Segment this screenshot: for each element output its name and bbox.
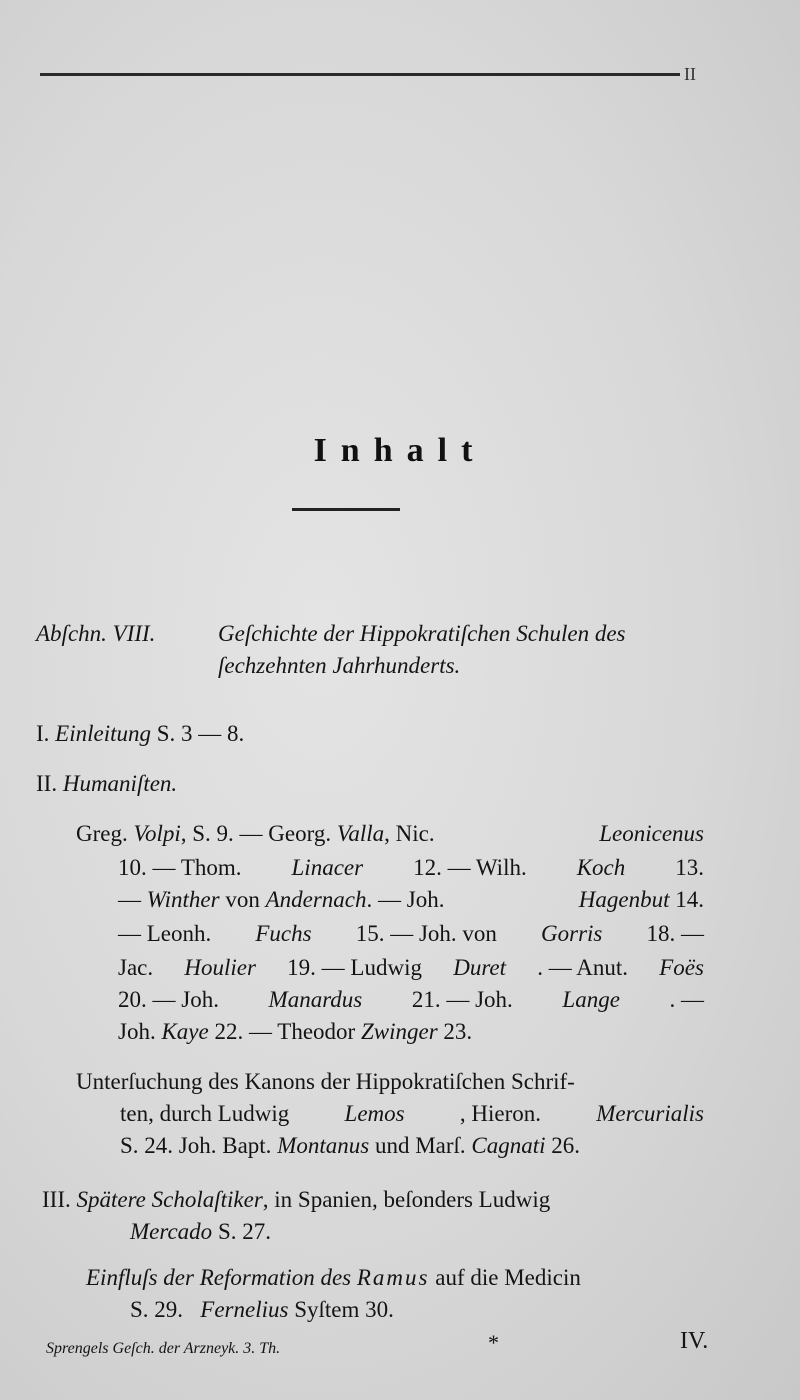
text: S. 29. <box>130 1297 184 1322</box>
entry-II-name: Humaniſten. <box>62 771 178 796</box>
text: 22. — Theodor <box>214 1019 356 1044</box>
name: Andernach <box>265 887 367 912</box>
text: 18. — <box>646 921 704 946</box>
text: Greg. <box>76 821 128 846</box>
name: Volpi <box>133 821 181 846</box>
header-rule <box>40 73 680 76</box>
entry-I-num: I. <box>36 721 50 746</box>
text: S. 27. <box>217 1219 271 1244</box>
name: Mercado <box>130 1219 213 1244</box>
name: Gorris <box>541 921 603 946</box>
text: 20. — Joh. <box>118 987 219 1012</box>
text: , S. 9. — Georg. <box>180 821 332 846</box>
footer-gathering-mark: IV. <box>680 1328 709 1354</box>
name: Spätere Scholaſtiker <box>76 1187 263 1212</box>
name: Mercurialis <box>596 1101 704 1126</box>
name: Leonicenus <box>599 821 704 846</box>
text: 14. <box>675 887 704 912</box>
entry-III-line-2 <box>130 1220 271 1243</box>
name: Hagenbut <box>578 887 670 912</box>
text: . — Joh. <box>366 887 445 912</box>
text: Jac. <box>118 955 154 980</box>
name: Duret <box>453 955 507 980</box>
text: — <box>118 887 141 912</box>
text: — Leonh. <box>118 921 212 946</box>
name: Ramus <box>356 1265 430 1290</box>
humanists-line-2 <box>118 856 704 879</box>
text: 13. <box>675 855 704 880</box>
text: Joh. <box>118 1019 156 1044</box>
text: von <box>225 887 260 912</box>
humanists-line-4 <box>118 922 704 945</box>
text: Einfluſs der Reformation des <box>86 1265 352 1290</box>
kanon-line-2 <box>120 1102 704 1125</box>
text: ten, durch Ludwig <box>120 1101 290 1126</box>
footer-signature-text: Sprengels Geſch. der Arzneyk. 3. Th. <box>46 1340 281 1357</box>
section-label: Abſchn. VIII. <box>36 621 156 646</box>
humanists-line-6 <box>118 988 704 1011</box>
page-mark: II <box>684 64 696 84</box>
section-heading-line2: ſechzehnten Jahrhunderts. <box>218 653 461 678</box>
humanists-line-5 <box>118 956 704 979</box>
name: Foës <box>659 955 704 980</box>
name: Houlier <box>184 955 256 980</box>
text: . — <box>669 987 704 1012</box>
section-heading-line1: Geſchichte der Hippokratiſchen Schulen des <box>218 621 626 646</box>
text: auf die Medicin <box>435 1265 581 1290</box>
humanists-line-3 <box>118 888 704 911</box>
name: Koch <box>576 855 626 880</box>
title-rule <box>292 508 400 511</box>
name: Valla <box>336 821 385 846</box>
text: 23. <box>443 1019 473 1044</box>
entry-II-num: II. <box>36 771 58 796</box>
kanon-line-1: Unterſuchung des Kanons der Hippokratiſchen Schrif- <box>76 1069 575 1094</box>
text: , Hieron. <box>459 1101 541 1126</box>
entry-I-name: Einleitung <box>55 721 151 746</box>
name: Zwinger <box>360 1019 438 1044</box>
text: , in Spanien, beſonders Ludwig <box>262 1187 551 1212</box>
footer-star-mark: * <box>488 1330 499 1355</box>
text: , Nic. <box>384 821 435 846</box>
name: Kaye <box>161 1019 209 1044</box>
reform-line-2 <box>130 1298 394 1321</box>
name: Winther <box>146 887 220 912</box>
humanists-line-1 <box>76 822 704 845</box>
name: Fernelius <box>200 1297 289 1322</box>
text: 19. — Ludwig <box>287 955 422 980</box>
entry-III <box>42 1188 550 1211</box>
text: Syſtem 30. <box>294 1297 394 1322</box>
text: 10. — Thom. <box>118 855 242 880</box>
name: Manardus <box>268 987 363 1012</box>
name: Montanus <box>277 1133 370 1158</box>
entry-I-pages: S. 3 — 8. <box>156 721 245 746</box>
reform-line-1 <box>86 1266 581 1289</box>
name: Lemos <box>344 1101 405 1126</box>
name: Linacer <box>291 855 364 880</box>
text: S. 24. Joh. Bapt. <box>120 1133 272 1158</box>
entry-II <box>36 772 177 795</box>
text: . — Anut. <box>537 955 628 980</box>
text: 26. <box>551 1133 581 1158</box>
name: Fuchs <box>255 921 312 946</box>
kanon-line-3 <box>120 1134 580 1157</box>
text: 12. — Wilh. <box>413 855 527 880</box>
text: und Marſ. <box>374 1133 466 1158</box>
humanists-line-7 <box>118 1020 472 1043</box>
name: Cagnati <box>471 1133 546 1158</box>
entry-I <box>36 722 244 745</box>
entry-III-num: III. <box>42 1187 71 1212</box>
name: Lange <box>562 987 620 1012</box>
text: 21. — Joh. <box>411 987 513 1012</box>
text: 15. — Joh. von <box>355 921 497 946</box>
page-title: Inhalt <box>313 432 487 469</box>
